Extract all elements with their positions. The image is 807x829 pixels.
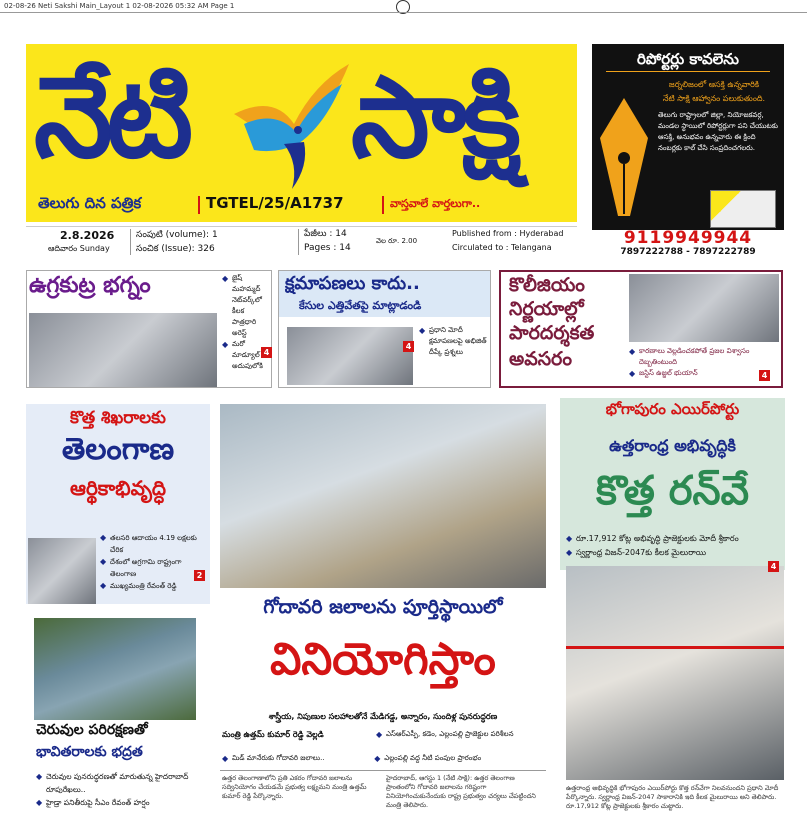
masthead-motto: వాస్తవాలే వార్తలుగా.. (390, 197, 481, 210)
lead-headline: వినియోగిస్తాం (270, 634, 496, 685)
masthead-divider-2 (382, 196, 384, 214)
issue-date: 2.8.2026 (60, 229, 115, 242)
volume-label-text: సంపుటి (volume): (136, 230, 210, 240)
story6-caption: ఉత్తరాంధ్ర అభివృద్ధికి భోగాపురం ఎయిర్‌పోర్టు కొత్త రన్‌వేగా నిలవనుందని ప్రధాని మోదీ పేర్కొన్నారు. స్వర్ణాంధ్ర విజన్-2047 సాకారానికి ఇది కీలక మైలురాయి అని తెలిపారు. రూ.17,912 కోట్ల ప్రాజెక్టులకు శ్రీకారం చుట్టారు. (566, 784, 779, 810)
slug-rule (0, 12, 807, 13)
story-collegium (499, 270, 783, 388)
masthead-title-left: నేటి (34, 53, 188, 183)
masthead-title-right: సాక్షి (351, 53, 517, 183)
story6-bullets (566, 532, 786, 560)
lead-sub2: మంత్రి ఉత్తమ్ కుమార్ రెడ్డి వెల్లడి (222, 730, 324, 739)
story1-headline: ఉగ్రకుట్ర భగ్నం (29, 273, 151, 298)
masthead (26, 44, 577, 222)
story-terror-plot (26, 270, 272, 388)
story4-bullet: ◆ దేశంలో అగ్రగామి రాష్ట్రంగా తెలంగాణ (100, 556, 208, 580)
story5-photo-lake (34, 618, 196, 720)
story2-page-ref: 4 (403, 341, 414, 352)
ad-phone-sub: 7897222788 - 7897222789 (620, 247, 756, 257)
ad-body: తెలుగు రాష్ట్రాలలో జిల్లా, నియోజకవర్గ, మండల స్థాయిలో రిపోర్టర్లుగా పని చేయుటకు ఆసక్తి, అనుభవం ఉన్నవారు ఈ క్రింది నంబర్లకు కాల్ చేసి సంప్రదించగలరు. (658, 111, 778, 152)
story1-page-ref: 4 (261, 347, 272, 358)
story3-line2: నిర్ణయాల్లో (509, 298, 584, 320)
lead-points (376, 728, 546, 741)
story2-photo (287, 327, 413, 385)
story4-bullet: ◆ తలసరి ఆదాయం 4.19 లక్షలకు చేరిక (100, 532, 208, 556)
pages-te: పేజీలు : 14 (304, 229, 347, 239)
story3-line1: కొలీజియం (509, 274, 585, 296)
masthead-divider (198, 196, 200, 214)
lead-points-2 (222, 752, 546, 765)
lead-body-right: హైదరాబాద్, ఆగస్టు 1 (నేటి సాక్షి): ఉత్తర తెలంగాణ ప్రాంతంలోని గోదావరి జలాలను గరిష్టంగా వినియోగించుకునేందుకు రాష్ట్ర ప్రభుత్వం చర్యలు చేపట్టిందని మంత్రి తెలిపారు. (386, 774, 536, 809)
story4-page-ref: 2 (194, 570, 205, 581)
story2-bullet: ◆ ప్రధాని మోదీ క్షమాపణలపై అభిజిత్ దీప్కే ప్రశ్నలు (419, 325, 487, 358)
story5-line1: చెరువుల పరిరక్షణతో (36, 722, 148, 738)
published-from: Published from : Hyderabad (452, 229, 564, 238)
lead-body-left: ఉత్తర తెలంగాణాలోని ప్రతి ఎకరం గోదావరి జలాలను సద్వినియోగం చేయడమే ప్రభుత్వ లక్ష్యమని మంత్రి ఉత్తమ్ కుమార్ రెడ్డి పేర్కొన్నారు. (222, 774, 367, 800)
story3-bullets (629, 346, 769, 379)
info-sep-2 (298, 229, 299, 255)
story4-photo (28, 538, 96, 604)
lead-point: ◆ ఎల్లంపల్లి వద్ద నీటి పంపుల ప్రారంభం (374, 752, 540, 765)
story3-line4: అవసరం (509, 348, 572, 370)
bird-logo-icon (214, 54, 354, 194)
story3-bullet: ◆ కారణాలు వెల్లడించకపోతే ప్రజల విశ్వాసం దెబ్బతింటుంది (629, 346, 769, 368)
story4-line3: ఆర్థికాభివృద్ధి (69, 476, 167, 500)
story2-bullets (419, 325, 487, 358)
pages-en: Pages : 14 (304, 243, 351, 253)
issue-value: 326 (197, 244, 215, 254)
issue-day: ఆదివారం Sunday (48, 244, 110, 253)
lead-rule (220, 770, 546, 771)
story4-bullets (100, 532, 208, 592)
masthead-tagline: తెలుగు దిన పత్రిక (38, 194, 142, 212)
ad-heading: రిపోర్టర్లు కావలెను (637, 50, 739, 68)
lead-sub1: శాస్త్రీయ, నిపుణుల సలహాలతోనే మేడిగడ్డ, అన్నారం, సుందిళ్ల పునరుద్ధరణ (268, 712, 498, 721)
issue-label-text: సంచిక (Issue): (136, 244, 195, 254)
ad-heading-rule (606, 71, 770, 72)
story4-line2: తెలంగాణ (61, 432, 175, 467)
story6-line3: కొత్త రన్‌వే (595, 468, 750, 514)
story-telangana-economy (26, 404, 210, 604)
volume-label (136, 230, 218, 242)
lead-kicker: గోదావరి జలాలను పూర్తిస్థాయిలో (263, 596, 503, 618)
story2-headline: క్షమాపణలు కాదు.. (285, 273, 420, 294)
ad-phone-main: 9119949944 (623, 228, 753, 248)
story-lakes (26, 720, 210, 828)
story3-page-ref: 4 (759, 370, 770, 381)
story2-subhead: కేసుల ఎత్తివేతపై మాట్లాడండి (299, 299, 422, 312)
info-bar (26, 226, 577, 256)
lead-point: ◆ మిడ్ మానేరుకు గోదావరి జలాలు.. (222, 752, 372, 765)
ad-line-2: నేటి సాక్షి ఆహ్వానం పలుకుతుంది. (662, 94, 766, 103)
story3-bullet: ◆ జస్టిస్ ఉజ్జల్ భుయాన్ (629, 368, 769, 379)
story6-kicker: భోగాపురం ఎయిర్‌పోర్టు (605, 400, 740, 418)
ad-paper-image (710, 190, 776, 228)
info-sep-1 (130, 229, 131, 255)
reporters-wanted-ad (592, 44, 784, 258)
story5-line2: భావితరాలకు భద్రత (36, 744, 143, 760)
story4-bullet: ◆ ముఖ్యమంత్రి రేవంత్ రెడ్డి (100, 580, 208, 592)
print-slug: 02-08-26 Neti Sakshi Main_Layout 1 02-08-2026 05:32 AM Page 1 (4, 2, 235, 10)
story5-bullet: ◆ హైడ్రా పనితీరుపై సీఎం రేవంత్ హర్షం (36, 796, 206, 809)
masthead-reg-no: TGTEL/25/A1737 (206, 194, 344, 212)
story6-bullet: ◆ రూ.17,912 కోట్ల అభివృద్ధి ప్రాజెక్టులకు మోదీ శ్రీకారం (566, 532, 786, 546)
story6-photo (566, 566, 784, 780)
story5-bullets (36, 770, 206, 809)
story6-ribbon (566, 646, 784, 649)
story1-bullet: ◆ మరో మాడ్యూల్ అదుపులోకి (222, 339, 270, 372)
story3-line3: పారదర్శకత (509, 322, 595, 344)
story1-bullet: ◆ జైష్ మహమ్మద్ నెట్‌వర్క్‌లో కీలక పాత్రధారి అరెస్ట్ (222, 273, 270, 339)
story5-bullet: ◆ చెరువుల పునరుద్ధరణతో మారుతున్న హైదరాబాద్ రూపురేఖలు.. (36, 770, 206, 796)
issue-label (136, 244, 215, 256)
story1-photo (29, 313, 217, 387)
story6-line2: ఉత్తరాంధ్ర అభివృద్ధికి (609, 436, 736, 455)
ad-line-1: జర్నలిజంలో ఆసక్తి ఉన్నవారికి (668, 80, 760, 89)
story6-bullet: ◆ స్వర్ణాంధ్ర విజన్-2047కు కీలక మైలురాయి (566, 546, 786, 560)
circulated-to: Circulated to : Telangana (452, 243, 552, 252)
volume-value: 1 (211, 230, 218, 240)
story3-photo (629, 274, 779, 342)
lead-photo (220, 404, 546, 588)
story4-line1: కొత్త శిఖరాలకు (70, 408, 166, 428)
price: వెల రూ. 2.00 (376, 237, 418, 245)
pen-nib-icon (596, 98, 652, 218)
story6-page-ref: 4 (768, 561, 779, 572)
lead-point: ◆ ఎస్ఆర్ఎస్పీ, కడెం, ఎల్లంపల్లి ప్రాజెక్టుల పరిశీలన (376, 728, 546, 741)
story-apology (278, 270, 491, 388)
